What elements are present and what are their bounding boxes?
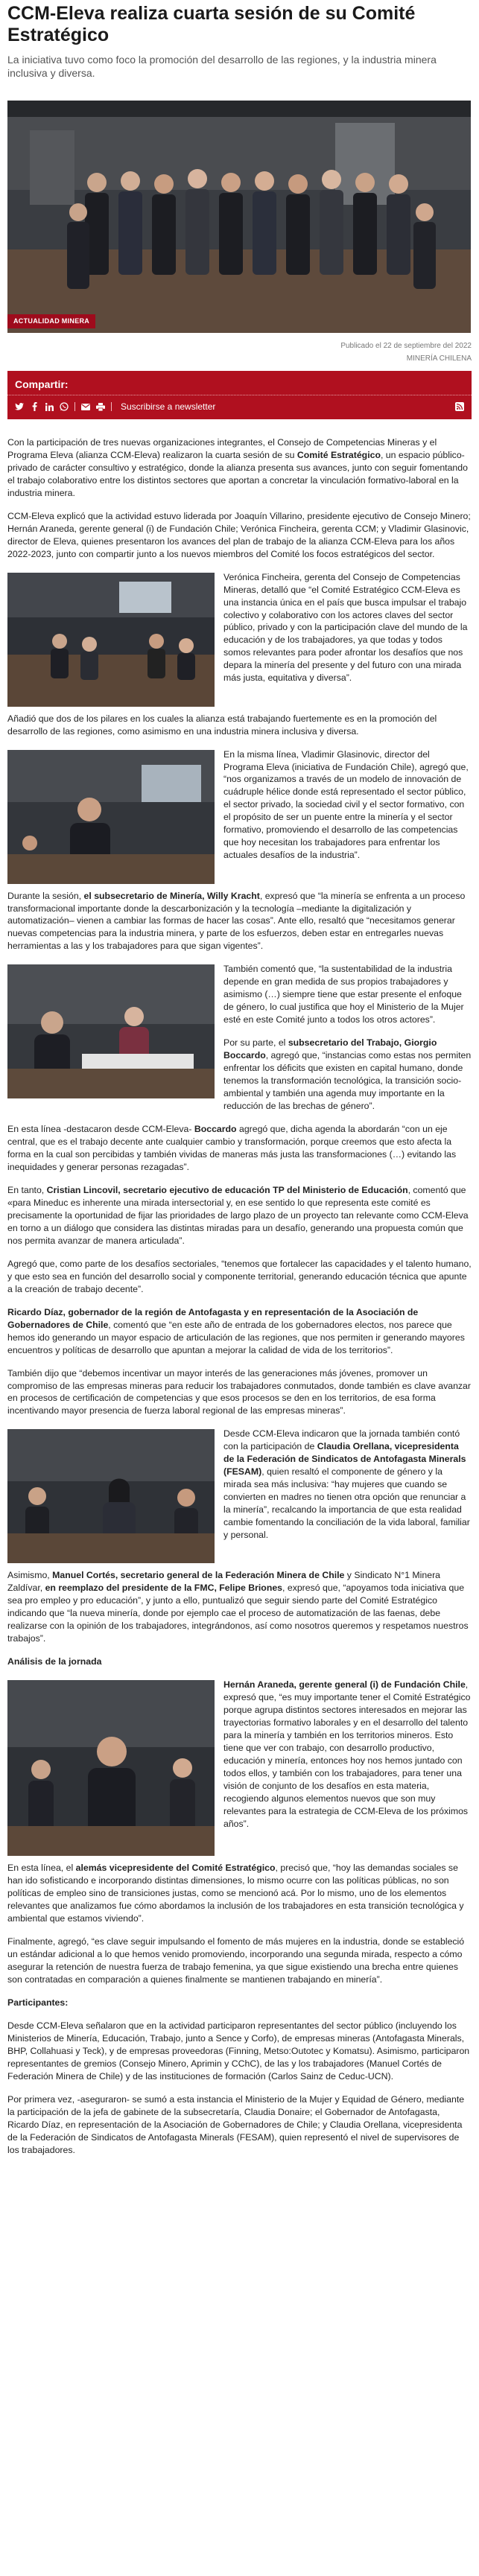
category-tag[interactable]: ACTUALIDAD MINERA <box>7 314 95 328</box>
paragraph: Agregó que, como parte de los desafíos sectoriales, “tenemos que fortalecer las capacidades y el talento humano, y que esto sea en función del desarrollo social y componente territorial, generando educación técnica que apunte a la creación de trabajo decente”. <box>7 1258 472 1294</box>
paragraph: Asimismo, Manuel Cortés, secretario general de la Federación Minera de Chile y Sindicato N°1 Minera Zaldívar, en reemplazo del presidente de la FMC, Felipe Briones, expresó que, “apoyamos toda iniciativa que sea pro empleo y pro educación”, y junto a ello, puntualizó que seguir siendo parte del Comité Estratégico indicando que “la nueva minería, donde por ejemplo cae el proceso de automatización de las faenas, debe realizarse con la opinión de los trabajadores, integrándonos, así como nosotros queremos y respetamos nuestros trabajos”. <box>7 1570 469 1644</box>
paragraph: Verónica Fincheira, gerenta del Consejo de Competencias Mineras, detalló que “el Comité Estratégico CCM-Eleva es una instancia única en el país que busca impulsar el trabajo colectivo y colaborativo con los actores claves del sector público, privado y con la participación clave del mundo de la educación y de los trabajadores, ya que todas y todos somos relevantes para poder afrontar los desafíos que nos depara la minería del presente y del futuro con una mirada más justa, equitativa y diversa”. <box>223 571 468 684</box>
paragraph: En esta línea -destacaron desde CCM-Eleva- Boccardo agregó que, dicha agenda la abordarán “con un eje central, que es el trabajo decente ante cualquier cambio y transformación, porque creemos que esto afecta la forma en la cual son percibidas y también vividas de maneras más justa las transformaciones (…) evitando las inequidades y generar personas rezagadas”. <box>7 1124 457 1172</box>
paragraph: Con la participación de tres nuevas organizaciones integrantes, el Consejo de Competencias Mineras y el Programa Eleva (alianza CCM-Eleva) realizaron la cuarta sesión de su Comité Estratégico, un espacio público-privado de carácter consultivo y estratégico, donde la alianza presenta sus avances, junto con seguir fomentando el trabajo colaborativo entre los distintos sectores que aportan a concretar la vinculación formativo-laboral en la industria minera. <box>7 436 468 498</box>
article-body <box>7 436 472 2157</box>
paragraph: En la misma línea, Vladimir Glasinovic, director del Programa Eleva (iniciativa de Fundación Chile), agregó que, “nos organizamos a través de un modelo de innovación de cuádruple hélice donde está representado el sector público, el sector privado, la sociedad civil y el sector formativo, con el propósito de ser un puente entre la minería y el sector formativo, promoviendo el desarrollo de las competencias que hoy necesitan los trabajadores para enfrentar los actuales desafíos de la industria”. <box>223 748 469 861</box>
share-title: Compartir: <box>15 378 69 390</box>
article-lead: La iniciativa tuvo como foco la promoción del desarrollo de las regiones, y la industria minera inclusiva y diversa. <box>7 53 437 79</box>
whatsapp-icon[interactable] <box>60 401 69 412</box>
group-photo-image <box>7 101 471 333</box>
paragraph: También dijo que “debemos incentivar un mayor interés de las generaciones más jóvenes, promover un compromiso de las empresas mineras para reducir los trabajadores conmutados, donde también es clave avanzar en procesos de certificación de competencias y que esos procesos se den en los territorios, de esa forma incentivando mayor presencia de fuerza laboral regional de las empresas mineras”. <box>7 1367 471 1416</box>
paragraph: Por primera vez, -aseguraron- se sumó a esta instancia el Ministerio de la Mujer y Equidad de Género, mediante la participación de la jefa de gabinete de la subsecretaría, Claudia Donaire; el Gobernador de Antofagasta, Ricardo Díaz, en representación de la Asociación de Gobernadores de Chile; y Claudia Orellana, vicepresidenta de la Federación de Sindicatos de Antofagasta Minerals (FESAM), quien representó el nivel de supervisores de los trabajadores. <box>7 2093 465 2155</box>
paragraph: CCM-Eleva explicó que la actividad estuvo liderada por Joaquín Villarino, presidente ejecutivo de Consejo Minero; Hernán Araneda, gerente general (i) de Fundación Chile; Verónica Fincheira, gerenta CCM; y Vladimir Glasinovic, director de Eleva, quienes presentaron los avances del plan de trabajo de la alianza CCM-Eleva para los años 2022-2023, junto con compartir junto a los nuevos miembros del Comité los focos estratégicos del sector. <box>7 510 471 559</box>
section-orellana <box>7 1428 472 1569</box>
photo-orellana <box>7 1429 215 1563</box>
section-kracht-boccardo <box>7 963 472 1123</box>
paragraph: Durante la sesión, el subsecretario de Minería, Willy Kracht, expresó que “la minería se enfrenta a un proceso transformacional importante donde la descarbonización y la tecnología –mediante la digitalización y automatización– vienen a cambiar las formas de hacer las cosas”. Ante ello, resaltó que “necesitamos generar nuevas competencias para la industria minera, y parte de los esfuerzos, deben estar en entregarles nuevas herramientas a las y los trabajadores para que sigan vigentes”. <box>7 890 466 952</box>
paragraph: Añadió que dos de los pilares en los cuales la alianza está trabajando fuertemente es en la promoción del desarrollo de las regiones, como asimismo en una industria minera inclusiva y diversa. <box>7 713 437 737</box>
share-icons <box>15 401 215 413</box>
section-glasinovic <box>7 748 472 890</box>
source-name: MINERÍA CHILENA <box>406 354 472 363</box>
linkedin-icon[interactable] <box>45 401 54 412</box>
participants-heading: Participantes: <box>7 1997 69 2008</box>
print-icon[interactable] <box>96 401 105 412</box>
photo-glasinovic <box>7 750 215 884</box>
photo-araneda <box>7 1680 215 1856</box>
email-icon[interactable] <box>81 401 90 412</box>
paragraph: Hernán Araneda, gerente general (i) de Fundación Chile, expresó que, “es muy importante tener el Comité Estratégico porque agrupa distintos sectores interesados en mejorar las trayectorias formativo laborales y en el desarrollo del talento para la minería y también en los territorios mineros. Esto tiene que ver con trabajo, con desarrollo productivo, educación y minería, entonces hoy nos hemos juntado con todos ellos, y también con los trabajadores, para tener una visión de conjunto de los desafíos en esta materia, recogiendo algunos elementos nuevos que son muy relevantes para la estrategia de CCM-Eleva de los próximos años”. <box>223 1679 471 1829</box>
paragraph: Desde CCM-Eleva indicaron que la jornada también contó con la participación de Claudia Orellana, vicepresidenta de la Federación de Sindicatos de Antofagasta Minerals (FESAM), quien resaltó el componente de género y la mirada sea más inclusiva: “hay mujeres que cuando se convierten en madres no tienen otra opción que renunciar a la minería”, recalcando la importancia de que esta realidad cambie fomentando la conciliación de la vida laboral, familiar y personal. <box>223 1428 470 1541</box>
analysis-heading: Análisis de la jornada <box>7 1656 102 1667</box>
paragraph: Finalmente, agregó, “es clave seguir impulsando el fomento de más mujeres en la industria, donde se estableció un estándar adicional a lo que hemos venido promoviendo, incorporando una segunda mirada, respecto a cómo asegurar la retención de nuestra fuerza de trabajo femenina, ya que sigue existiendo una brecha entre quienes son contratadas en comparación a quienes finalmente se mantienen trabajando en minería”. <box>7 1936 465 1985</box>
newsletter-subscribe-link[interactable]: Suscribirse a newsletter <box>121 401 216 412</box>
paragraph: Desde CCM-Eleva señalaron que en la actividad participaron representantes del sector público (incluyendo los Ministerios de Minería, Educación, Trabajo, junto a Sence y Corfo), de empresas mineras (Antofagasta Minerals, BHP, Collahuasi y Teck), y de empresas proveedoras (Finning, Metso:Outotec y Komatsu). Asimismo, participaron representantes de gremios (Consejo Minero, Aprimin y CChC), de las y los trabajadores (Manuel Cortés de Federación Minera de Chile) y de las instituciones de formación (Carlos Sainz de Ceduc-UCN). <box>7 2020 470 2082</box>
article-title: CCM-Eleva realiza cuarta sesión de su Comité Estratégico <box>7 3 416 46</box>
paragraph: En tanto, Cristian Lincovil, secretario ejecutivo de educación TP del Ministerio de Educación, comentó que «para Mineduc es inherente una mirada intersectorial y, en ese sentido lo que representa este comité es precisamente la oportunidad de fijar las prioridades de largo plazo de un proyecto tan relevante como CCM-Eleva en torno a un diálogo que considera las distintas miradas para un desafío, generando una propuesta común que nos permita avanzar de manera articulada”. <box>7 1184 469 1246</box>
photo-presentation-room <box>7 573 215 707</box>
facebook-icon[interactable] <box>30 401 39 412</box>
share-bar <box>7 371 472 419</box>
publish-date: Publicado el 22 de septiembre del 2022 <box>340 341 472 350</box>
section-araneda <box>7 1679 472 1862</box>
share-separator <box>111 402 112 411</box>
paragraph: Ricardo Díaz, gobernador de la región de Antofagasta y en representación de la Asociación de Gobernadores de Chile, comentó que “en este año de entrada de los gobernadores electos, nos parece que hemos ido generando un mayor espacio de articulación de las regiones, que nos permiten ir generando mayores encuentros y políticas de desarrollo que apuntan a mejorar la calidad de vida de los territorios”. <box>7 1306 465 1355</box>
rss-icon[interactable] <box>455 402 464 411</box>
hero-photo <box>7 101 471 333</box>
article-meta <box>7 340 472 365</box>
paragraph: Por su parte, el subsecretario del Trabajo, Giorgio Boccardo, agregó que, “instancias como estas nos permiten enfrentar los déficits que existen en capital humano, donde tenemos la transformación tecnológica, la transición socio-ambiental y también una agenda muy importante en la reducción de las brechas de género”. <box>223 1037 472 1112</box>
twitter-icon[interactable] <box>15 401 24 412</box>
share-separator <box>74 402 75 411</box>
paragraph: También comentó que, “la sustentabilidad de la industria depende en gran medida de sus propios trabajadores y asimismo (…) siempre tiene que estar presente el enfoque de género, lo cual justifica que hoy el Ministerio de la Mujer esté en este Comité junto a todos los otros actores”. <box>223 964 464 1025</box>
paragraph: En esta línea, el alemás vicepresidente del Comité Estratégico, precisó que, “hoy las demandas sociales se han ido sofisticando e incorporando distintas dimensiones, lo mismo ocurre con las políticas públicas, no son políticas de empleo sino de transiciones justas, como se mencionó acá. Por lo mismo, uno de los elementos relevantes que analizamos fue cómo abordamos la inclusión de los trabajadores en esta transición tecnológica y ambiental que estamos viviendo”. <box>7 1863 464 1924</box>
photo-kracht <box>7 964 215 1098</box>
section-fincheira <box>7 571 472 713</box>
